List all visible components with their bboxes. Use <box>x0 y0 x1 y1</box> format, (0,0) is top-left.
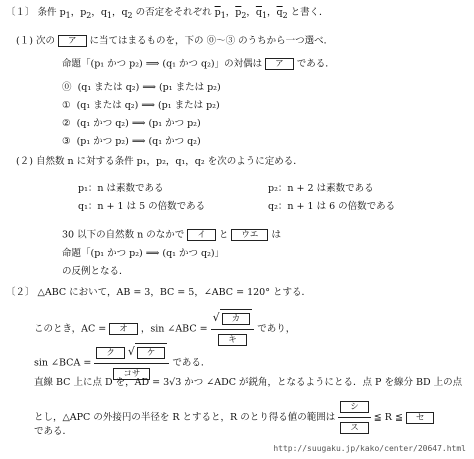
def-p2: p₂：n + 2 は素数である <box>268 183 374 194</box>
answer-box-se[interactable]: セ <box>406 412 435 424</box>
section-1-label: 〔１〕 <box>6 7 35 18</box>
section2-para2: とし，△APC の外接円の半径を R とすると，R のとり得る値の範囲は $\frac{\text{シ}}{\text{ス}}$ ≦ R ≦ セ <box>34 398 434 437</box>
answer-box-i[interactable]: イ <box>187 229 216 241</box>
part1-intro: (１) 次の ア に当てはまるものを，下の ⓪〜③ のうちから一つ選べ． <box>16 35 334 47</box>
fraction-r-min <box>338 398 371 437</box>
answer-box-a[interactable]: ア <box>58 35 87 47</box>
header-line: 〔１〕 条件 $p_1$，$p_2$，$q_1$，$q_2$ の否定をそれぞれ $\overline{p}_1$，$\overline{p}_2$，$\overline{q}_1$，$\overline{q}_2$ と書く． <box>6 7 329 20</box>
def-q2: q₂：n + 1 は 6 の倍数である <box>268 201 396 212</box>
answer-box-ki[interactable]: キ <box>218 334 247 346</box>
section2-para3: である． <box>34 426 73 437</box>
def-q1: q₁：n + 1 は 5 の倍数である <box>78 201 206 212</box>
answer-box-o[interactable]: オ <box>109 323 138 335</box>
answer-box-a-2[interactable]: ア <box>265 58 294 70</box>
option-2: ② (q₁ かつ q₂) ⟹ (p₁ かつ p₂) <box>62 118 201 129</box>
part2-line1: 30 以下の自然数 n のなかで イ と ウエ は <box>62 229 281 241</box>
option-0: ⓪ (q₁ または q₂) ⟹ (p₁ または p₂) <box>62 82 221 93</box>
option-3: ③ (p₁ かつ p₂) ⟹ (q₁ かつ q₂) <box>62 136 201 147</box>
part2-label: (２) <box>16 156 33 167</box>
part2-line3: の反例となる． <box>62 266 129 277</box>
answer-box-shi[interactable]: シ <box>340 401 369 413</box>
section2-line1: このとき，AC = オ ，sin ∠ABC = $\frac{\text{√ カ}}{\text{キ}}$ であり， <box>34 309 295 349</box>
part1-proposition: 命題「(p₁ かつ p₂) ⟹ (q₁ かつ q₂)」の対偶は ア である． <box>62 58 335 70</box>
section2-line2: sin ∠BCA = $\frac{\text{ク √ ケ}}{\text{コサ}}$ である． <box>34 343 210 383</box>
section-2-label: 〔２〕 <box>6 287 35 298</box>
part2-intro: (２) 自然数 n に対する条件 p₁，p₂，q₁，q₂ を次のように定める． <box>16 156 303 167</box>
answer-box-ke[interactable]: ケ <box>137 347 166 359</box>
answer-box-ku[interactable]: ク <box>96 347 125 359</box>
fraction-sin-abc: $\frac{\text{√ カ}}{\text{キ}}$ <box>211 309 255 349</box>
answer-box-su[interactable]: ス <box>340 422 369 434</box>
part2-line2: 命題「(p₁ かつ p₂) ⟹ (q₁ かつ q₂)」 <box>62 248 225 259</box>
section2-statement: 〔２〕 △ABC において，AB = 3，BC = 5，∠ABC = 120° とする． <box>6 287 311 298</box>
def-p1: p₁：n は素数である <box>78 183 164 194</box>
part1-label: (１) <box>16 35 33 47</box>
section2-para1: 直線 BC 上に点 D を，AD = 3√3 かつ ∠ADC が鋭角，となるようにとる．点 P を線分 BD 上の点 <box>34 377 463 388</box>
answer-box-kosa[interactable]: コサ <box>113 368 150 380</box>
option-1: ① (q₁ または q₂) ⟹ (p₁ または p₂) <box>62 100 220 111</box>
answer-box-ue[interactable]: ウエ <box>231 229 268 241</box>
answer-box-ka[interactable]: カ <box>222 313 251 325</box>
fraction-sin-bca: $\frac{\text{ク √ ケ}}{\text{コサ}}$ <box>94 343 169 383</box>
source-url: http://suugaku.jp/kako/center/20647.html <box>273 444 466 453</box>
